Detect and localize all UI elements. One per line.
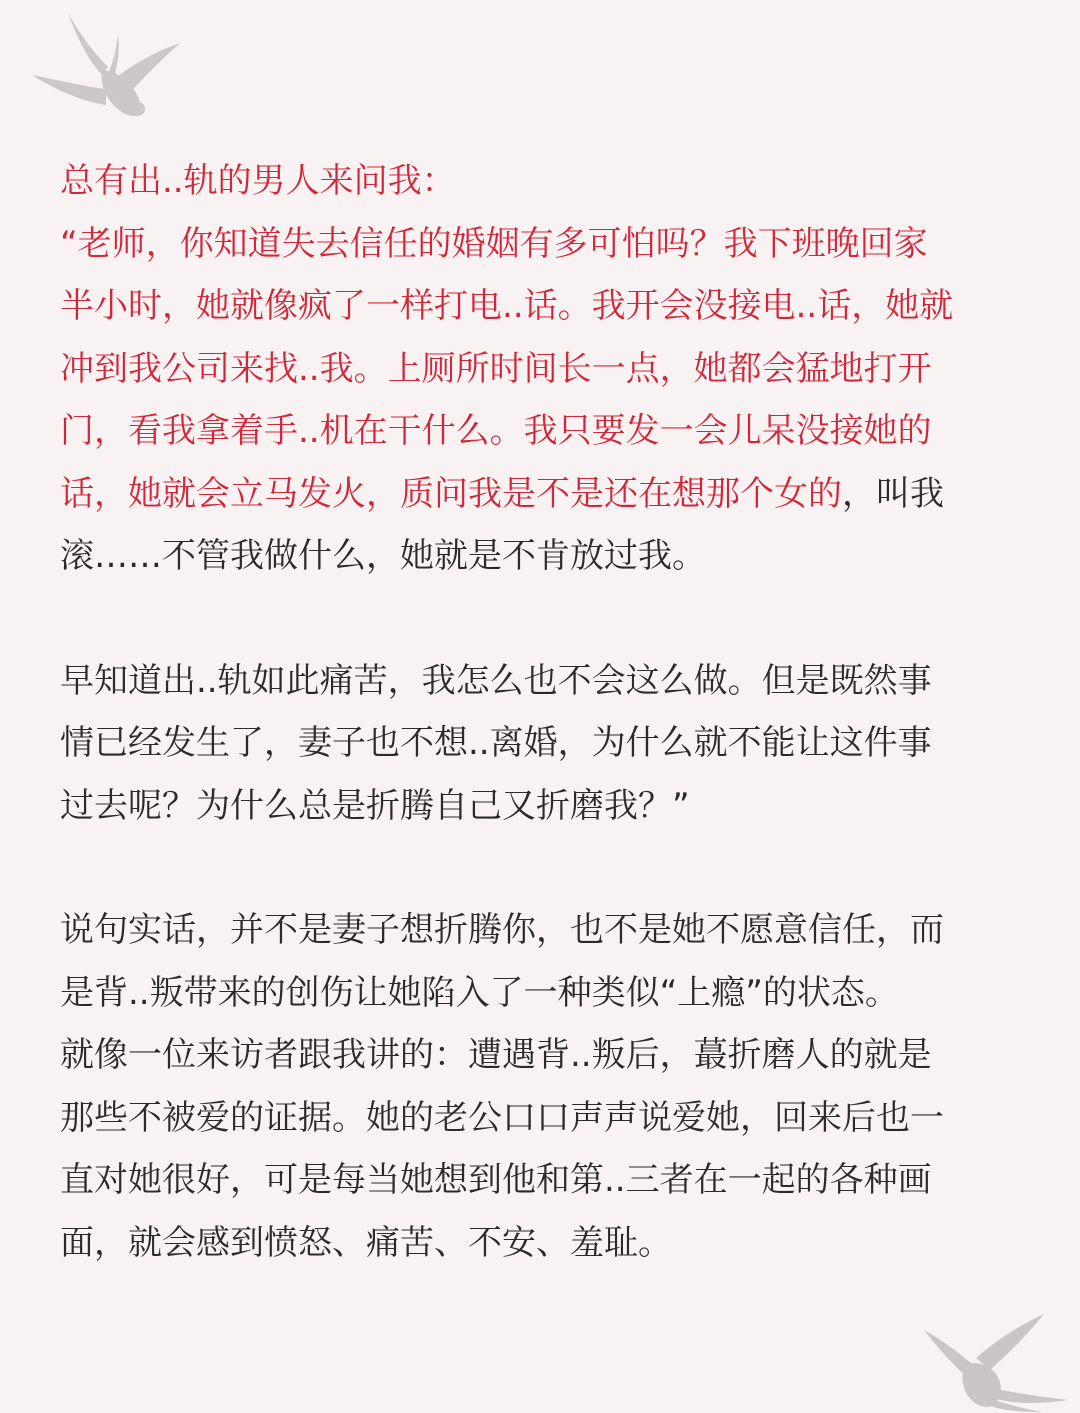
text-line: 直对她很好，可是每当她想到他和第..三者在一起的各种画 — [60, 1160, 932, 1200]
text-line: 滚……不管我做什么，她就是不肯放过我。 — [60, 536, 706, 576]
text-line: 那些不被爱的证据。她的老公口口声声说爱她，回来后也一 — [60, 1097, 944, 1138]
text-line: 话，她就会立马发火，质问我是不是还在想那个女的，叫我 — [60, 473, 944, 514]
paragraph-response — [60, 899, 1020, 1274]
text-line: 说句实话，并不是妻子想折腾你，也不是她不愿意信任，而 — [60, 910, 944, 950]
text-line: 面，就会感到愤怒、痛苦、不安、羞耻。 — [60, 1222, 672, 1263]
text-line: 门，看我拿着手..机在干什么。我只要发一会儿呆没接她的 — [60, 411, 932, 451]
text-line: 是背..叛带来的创伤让她陷入了一种类似“上瘾”的状态。 — [60, 972, 899, 1013]
text-line: “老师，你知道失去信任的婚姻有多可怕吗？我下班晚回家 — [60, 223, 928, 264]
article-body — [60, 150, 1020, 1274]
swallow-icon — [10, 5, 185, 130]
text-line: 冲到我公司来找..我。上厕所时间长一点，她都会猛地打开 — [60, 348, 932, 389]
paragraph-quote — [60, 150, 1020, 588]
swallow-icon — [918, 1300, 1080, 1413]
text-line: 总有出..轨的男人来问我： — [60, 161, 456, 201]
text-line: 就像一位来访者跟我讲的：遭遇背..叛后，蕞折磨人的就是 — [60, 1035, 932, 1075]
text-line: 过去呢？为什么总是折腾自己又折磨我？” — [60, 785, 690, 826]
text-line: 半小时，她就像疯了一样打电..话。我开会没接电..话，她就 — [60, 286, 954, 326]
paragraph-continuation — [60, 650, 1020, 838]
text-line: 早知道出..轨如此痛苦，我怎么也不会这么做。但是既然事 — [60, 660, 932, 701]
text-line: 情已经发生了，妻子也不想..离婚，为什么就不能让这件事 — [60, 723, 932, 763]
